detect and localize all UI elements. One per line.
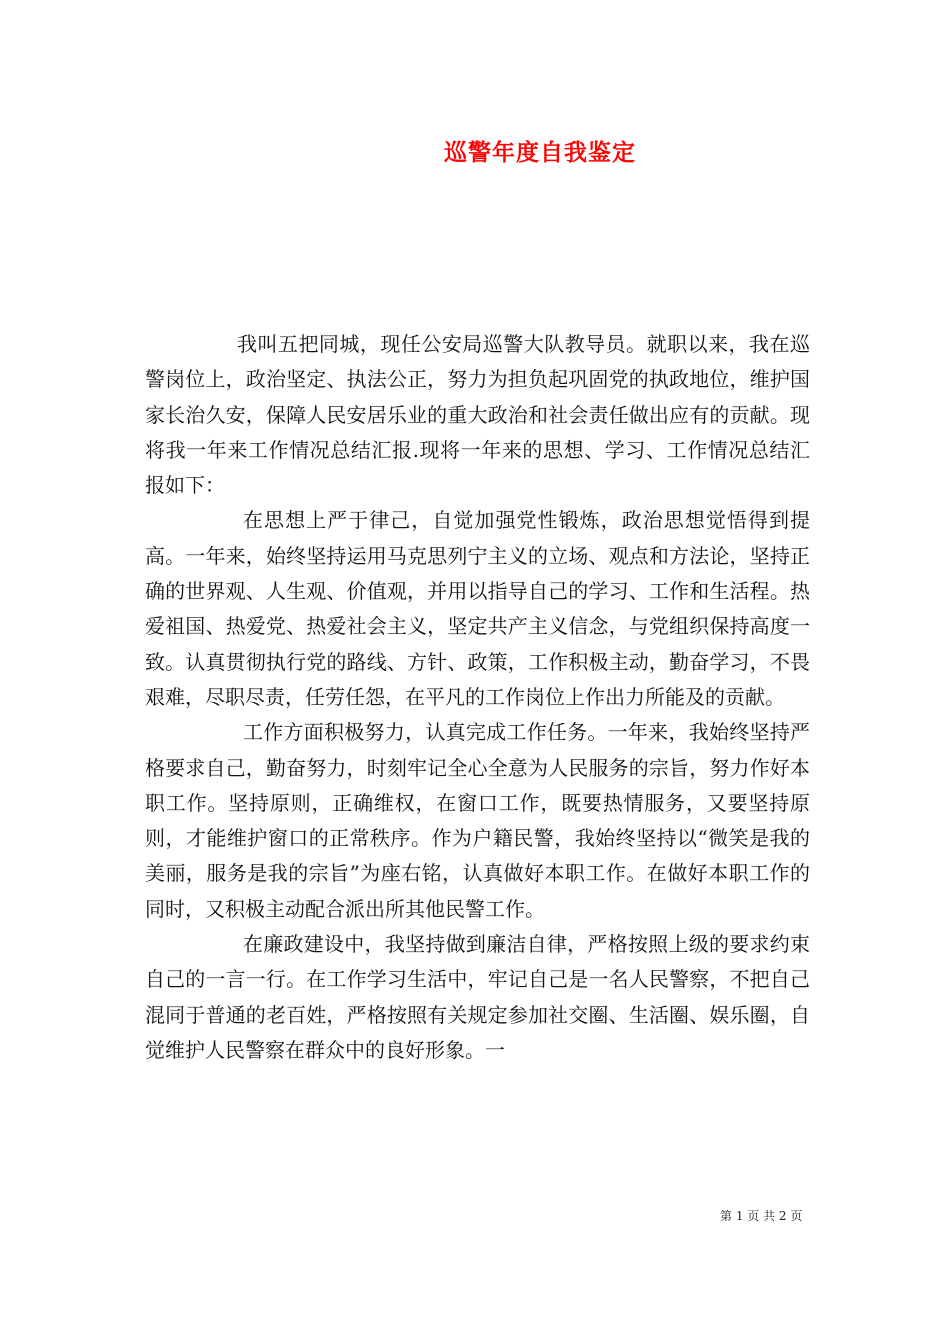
document-title: 巡警年度自我鉴定 <box>444 139 636 166</box>
paragraph-work: 工作方面积极努力，认真完成工作任务。一年来，我始终坚持严格要求自己，勤奋努力，时刻牢记全心全意为人民服务的宗旨，努力作好本职工作。坚持原则，正确维权，在窗口工作，既要热情服务，又要坚持原则，才能维护窗口的正常秩序。作为户籍民警，我始终坚持以“微笑是我的美丽，服务是我的宗旨”为座右铭，认真做好本职工作。在做好本职工作的同时，又积极主动配合派出所其他民警工作。 <box>145 720 810 921</box>
paragraph-intro: 我叫五把同城，现任公安局巡警大队教导员。就职以来，我在巡警岗位上，政治坚定、执法公正，努力为担负起巩固党的执政地位，维护国家长治久安，保障人民安居乐业的重大政治和社会责任做出应有的贡献。现将我一年来工作情况总结汇报.现将一年来的思想、学习、工作情况总结汇报如下： <box>145 332 810 498</box>
paragraph-integrity: 在廉政建设中，我坚持做到廉洁自律，严格按照上级的要求约束自己的一言一行。在工作学习生活中，牢记自己是一名人民警察，不把自己混同于普通的老百姓，严格按照有关规定参加社交圈、生活圈、娱乐圈，自觉维护人民警察在群众中的良好形象。一 <box>145 932 810 1062</box>
page-number-footer: 第 1 页 共 2 页 <box>720 1209 803 1223</box>
paragraph-ideology: 在思想上严于律己，自觉加强党性锻炼，政治思想觉悟得到提高。一年来，始终坚持运用马克思列宁主义的立场、观点和方法论，坚持正确的世界观、人生观、价值观，并用以指导自己的学习、工作和生活程。热爱祖国、热爱党、热爱社会主义，坚定共产主义信念，与党组织保持高度一致。认真贯彻执行党的路线、方针、政策，工作积极主动，勤奋学习，不畏艰难，尽职尽责，任劳任怨，在平凡的工作岗位上作出力所能及的贡献。 <box>145 508 810 709</box>
document-body <box>145 327 810 1068</box>
